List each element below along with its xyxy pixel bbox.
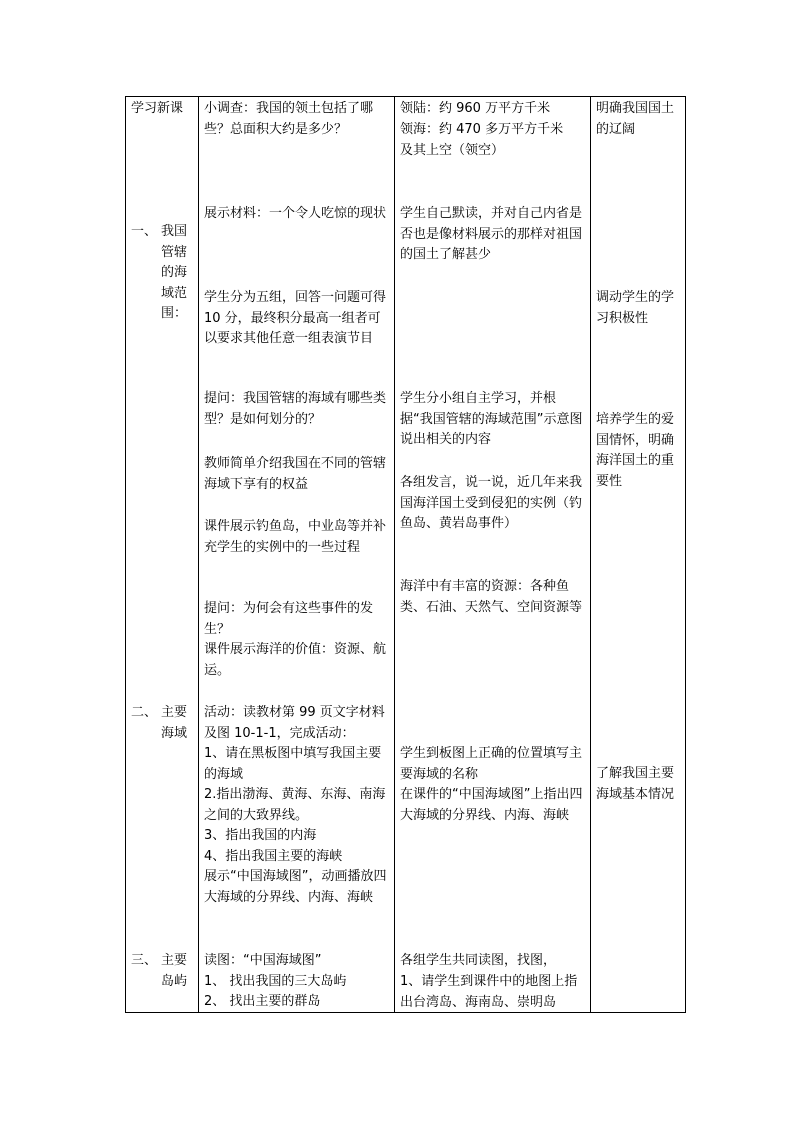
airspace: 及其上空（领空）	[400, 143, 505, 158]
map-task-1: 1、 找出我国的三大岛屿	[204, 974, 347, 989]
question-1: 提问：我国管辖的海域有哪些类型？是如何划分的？	[204, 391, 387, 427]
lesson-plan-table	[125, 96, 686, 1013]
courseware-text: 在课件的“中国海域图”上指出四大海域的分界线、内海、海峡	[400, 787, 583, 823]
activity-step-1: 1、请在黑板图中填写我国主要的海域	[204, 746, 382, 782]
group-study-text: 学生分小组自主学习，并根据“我国管辖的海域范围”示意图说出相关的内容	[400, 391, 583, 447]
activity-step-2: 2.指出渤海、黄海、东海、南海之间的大致界线。	[204, 787, 386, 823]
purpose-motivate: 调动学生的学习积极性	[596, 290, 675, 326]
group-read-text: 各组学生共同读图，找图，	[400, 953, 557, 968]
material-text: 展示材料：一个令人吃惊的现状	[204, 206, 387, 221]
activity-step-3: 3、指出我国的内海	[204, 828, 317, 843]
section-1-title: 我国管辖的海域范围：	[161, 224, 188, 321]
read-self-text: 学生自己默读，并对自己内省是否也是像材料展示的那样对祖国的国土了解甚少	[400, 206, 583, 262]
map-task-2: 2、 找出主要的群岛	[204, 994, 321, 1009]
land-area: 领陆：约 960 万平方千米	[400, 101, 551, 116]
section-2-title: 主要海域	[161, 705, 188, 741]
map-read-title: 读图：“中国海域图”	[204, 953, 322, 968]
survey-question: 小调查：我国的领土包括了哪些？总面积大约是多少？	[204, 101, 374, 137]
purpose-patriot: 培养学生的爱国情怀，明确海洋国土的重要性	[596, 412, 675, 489]
table-row	[126, 97, 686, 1013]
resources-text: 海洋中有丰富的资源：各种鱼类、石油、天然气、空间资源等	[400, 579, 583, 615]
purpose-seas: 了解我国主要海域基本情况	[596, 766, 675, 802]
section-3-title: 主要岛屿	[161, 953, 188, 989]
student-column	[395, 97, 591, 1013]
stage-column	[126, 97, 199, 1013]
find-islands-text: 1、请学生到课件中的地图上指出台湾岛、海南岛、崇明岛	[400, 974, 578, 1010]
speak-text: 各组发言，说一说，近几年来我国海洋国土受到侵犯的实例（钓鱼岛、黄岩岛事件）	[400, 475, 583, 531]
teacher-column	[199, 97, 395, 1013]
sea-area: 领海：约 470 多万平方千米	[400, 122, 564, 137]
activity-show: 展示“中国海域图”，动画播放四大海域的分界线、内海、海峡	[204, 869, 387, 905]
activity-step-4: 4、指出我国主要的海峡	[204, 849, 343, 864]
section-3-number: 三、	[131, 953, 158, 968]
question-2: 提问：为何会有这些事件的发生？	[204, 601, 374, 637]
groups-text: 学生分为五组，回答一问题可得 10 分，最终积分最高一组者可以要求其他任意一组表演节目	[204, 290, 391, 346]
rights-text: 教师简单介绍我国在不同的管辖海域下享有的权益	[204, 456, 387, 492]
board-text: 学生到板图上正确的位置填写主要海域的名称	[400, 746, 583, 782]
section-2-number: 二、	[131, 705, 158, 720]
section-1-number: 一、	[131, 224, 158, 239]
purpose-territory: 明确我国国土的辽阔	[596, 101, 675, 137]
activity-intro: 活动：读教材第 99 页文字材料及图 10-1-1，完成活动：	[204, 705, 385, 741]
purpose-column	[591, 97, 686, 1013]
islands-show-text: 课件展示钓鱼岛，中业岛等并补充学生的实例中的一些过程	[204, 519, 387, 555]
header-cell-text: 学习新课	[131, 101, 184, 116]
value-text: 课件展示海洋的价值：资源、航运。	[204, 642, 387, 678]
